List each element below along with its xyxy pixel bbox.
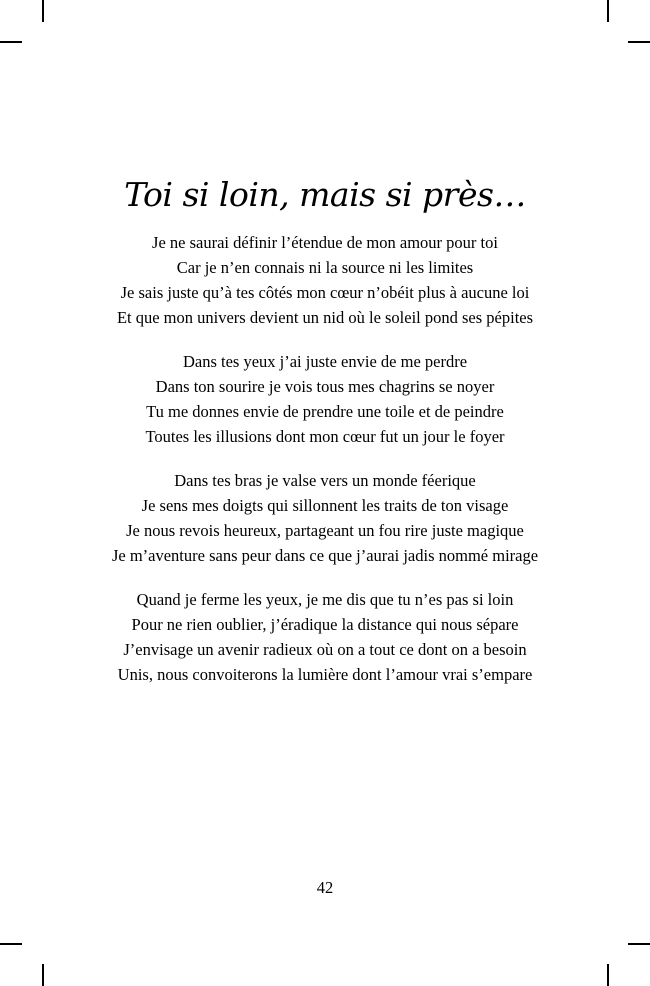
verse-line: Dans tes yeux j’ai juste envie de me perdre (182, 352, 468, 371)
stanza (110, 233, 540, 328)
verse-line: Et que mon univers devient un nid où le soleil pond ses pépites (116, 308, 534, 327)
verse-line: Je nous revois heureux, partageant un fou rire juste magique (126, 521, 524, 540)
crop-mark (607, 964, 609, 986)
crop-mark (607, 0, 609, 22)
poem-title: Toi si loin, mais si près… (124, 175, 526, 214)
crop-mark (0, 943, 22, 945)
crop-mark (628, 41, 650, 43)
stanza (110, 471, 540, 566)
crop-mark (628, 943, 650, 945)
verse-line: Pour ne rien oublier, j’éradique la distance qui nous sépare (131, 615, 519, 634)
verse-line: Toutes les illusions dont mon cœur fut un jour le foyer (145, 427, 505, 446)
crop-mark (42, 964, 44, 986)
verse-line: Je m’aventure sans peur dans ce que j’aurai jadis nommé mirage (111, 546, 539, 565)
verse-line: Dans tes bras je valse vers un monde féerique (174, 471, 476, 490)
stanza (110, 590, 540, 685)
stanza (110, 352, 540, 447)
verse-line: Je ne saurai définir l’étendue de mon amour pour toi (152, 233, 498, 252)
crop-mark (0, 41, 22, 43)
verse-line: Car je n’en connais ni la source ni les limites (176, 258, 474, 277)
verse-line: Dans ton sourire je vois tous mes chagrins se noyer (155, 377, 495, 396)
poem-body (110, 233, 540, 709)
verse-line: Tu me donnes envie de prendre une toile et de peindre (146, 402, 504, 421)
crop-mark (42, 0, 44, 22)
verse-line: J’envisage un avenir radieux où on a tout ce dont on a besoin (123, 640, 527, 659)
verse-line: Unis, nous convoiterons la lumière dont l’amour vrai s’empare (117, 665, 533, 684)
verse-line: Je sais juste qu’à tes côtés mon cœur n’obéit plus à aucune loi (120, 283, 530, 302)
verse-line: Quand je ferme les yeux, je me dis que tu n’es pas si loin (136, 590, 514, 609)
verse-line: Je sens mes doigts qui sillonnent les traits de ton visage (141, 496, 509, 515)
page-number: 42 (316, 878, 334, 897)
